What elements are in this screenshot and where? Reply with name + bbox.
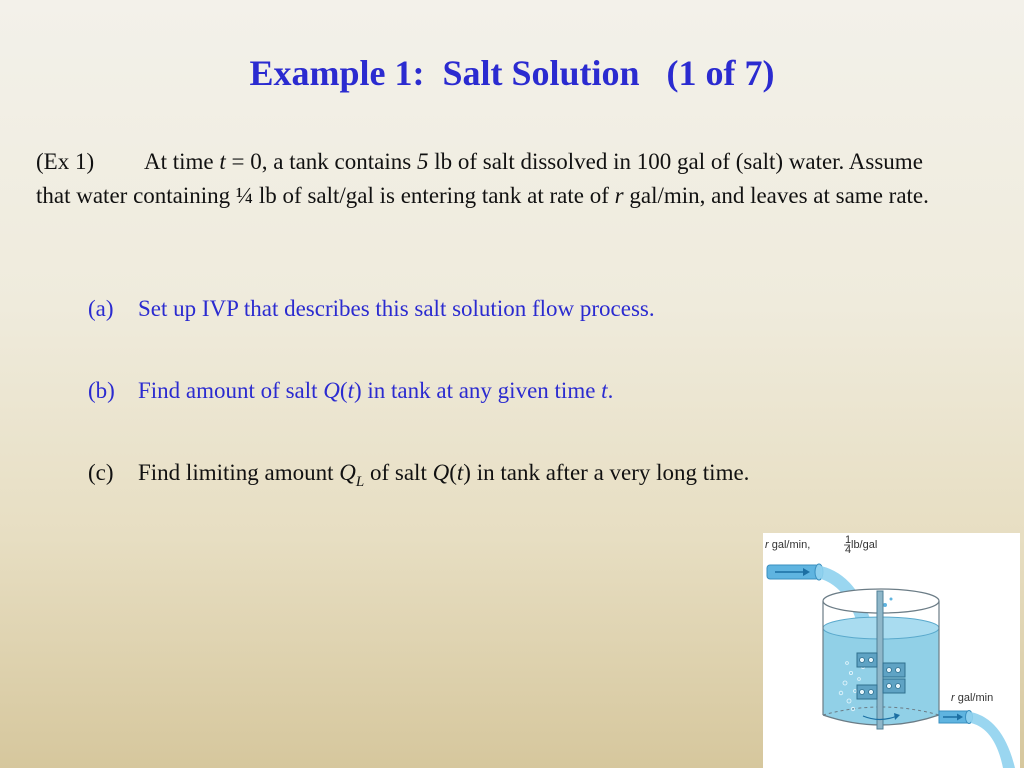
tank-figure [763, 533, 1020, 768]
part-b-label: (b) [88, 378, 115, 403]
var-Q: Q [432, 460, 450, 485]
var-Q: Q [323, 378, 340, 403]
stirrer-shaft [877, 591, 883, 729]
paren-close: ) [463, 460, 471, 485]
problem-text-3: lb of salt dissolved in 100 gal of (salt) water. Assume that water containing ¼ lb of salt/gal is entering tank at rate of [36, 149, 923, 208]
problem-statement [36, 145, 956, 213]
inflow-unit: lb/gal [851, 539, 878, 551]
var-Q-L: Q [339, 460, 356, 485]
paren-open: ( [449, 460, 457, 485]
var-t: t [347, 378, 354, 403]
var-t: t [456, 460, 464, 485]
part-c-text-3: in tank after a very long time. [470, 460, 750, 485]
problem-text-2: = 0, a tank contains [225, 149, 417, 174]
part-c [88, 456, 888, 496]
fraction-numerator: 1 [845, 534, 852, 546]
value-five: 5 [416, 149, 429, 174]
problem-text-1: At time [144, 149, 220, 174]
part-c-label: (c) [88, 460, 114, 485]
problem-label: (Ex 1) [36, 149, 95, 174]
part-b-text-1: Find amount of salt [138, 378, 324, 403]
part-a-label: (a) [88, 296, 114, 321]
slide-title: Example 1: Salt Solution (1 of 7) [249, 53, 775, 93]
tank-illustration [763, 533, 1020, 768]
problem-text-4: gal/min, and leaves at same rate. [623, 183, 929, 208]
var-t: t [601, 378, 608, 403]
outflow-label: r gal/min [951, 692, 994, 704]
part-b-text-2: in tank at any given time [361, 378, 602, 403]
part-c-text-1: Find limiting amount [138, 460, 340, 485]
part-a [88, 292, 888, 332]
splash-drop [883, 603, 887, 607]
inflow-label: r gal/min, [765, 539, 811, 551]
var-r: r [614, 183, 624, 208]
outflow-stream [971, 712, 1015, 768]
subscript-L: L [355, 474, 365, 490]
fraction-denominator: 4 [845, 544, 852, 556]
part-b [88, 374, 888, 414]
part-c-text-2: of salt [364, 460, 433, 485]
paren-close: ) [353, 378, 362, 403]
splash-drop [890, 598, 893, 601]
paren-open: ( [339, 378, 348, 403]
var-t: t [219, 149, 226, 174]
question-parts [88, 292, 888, 538]
part-b-period: . [607, 378, 614, 403]
part-a-text: Set up IVP that describes this salt solution flow process. [138, 296, 655, 321]
